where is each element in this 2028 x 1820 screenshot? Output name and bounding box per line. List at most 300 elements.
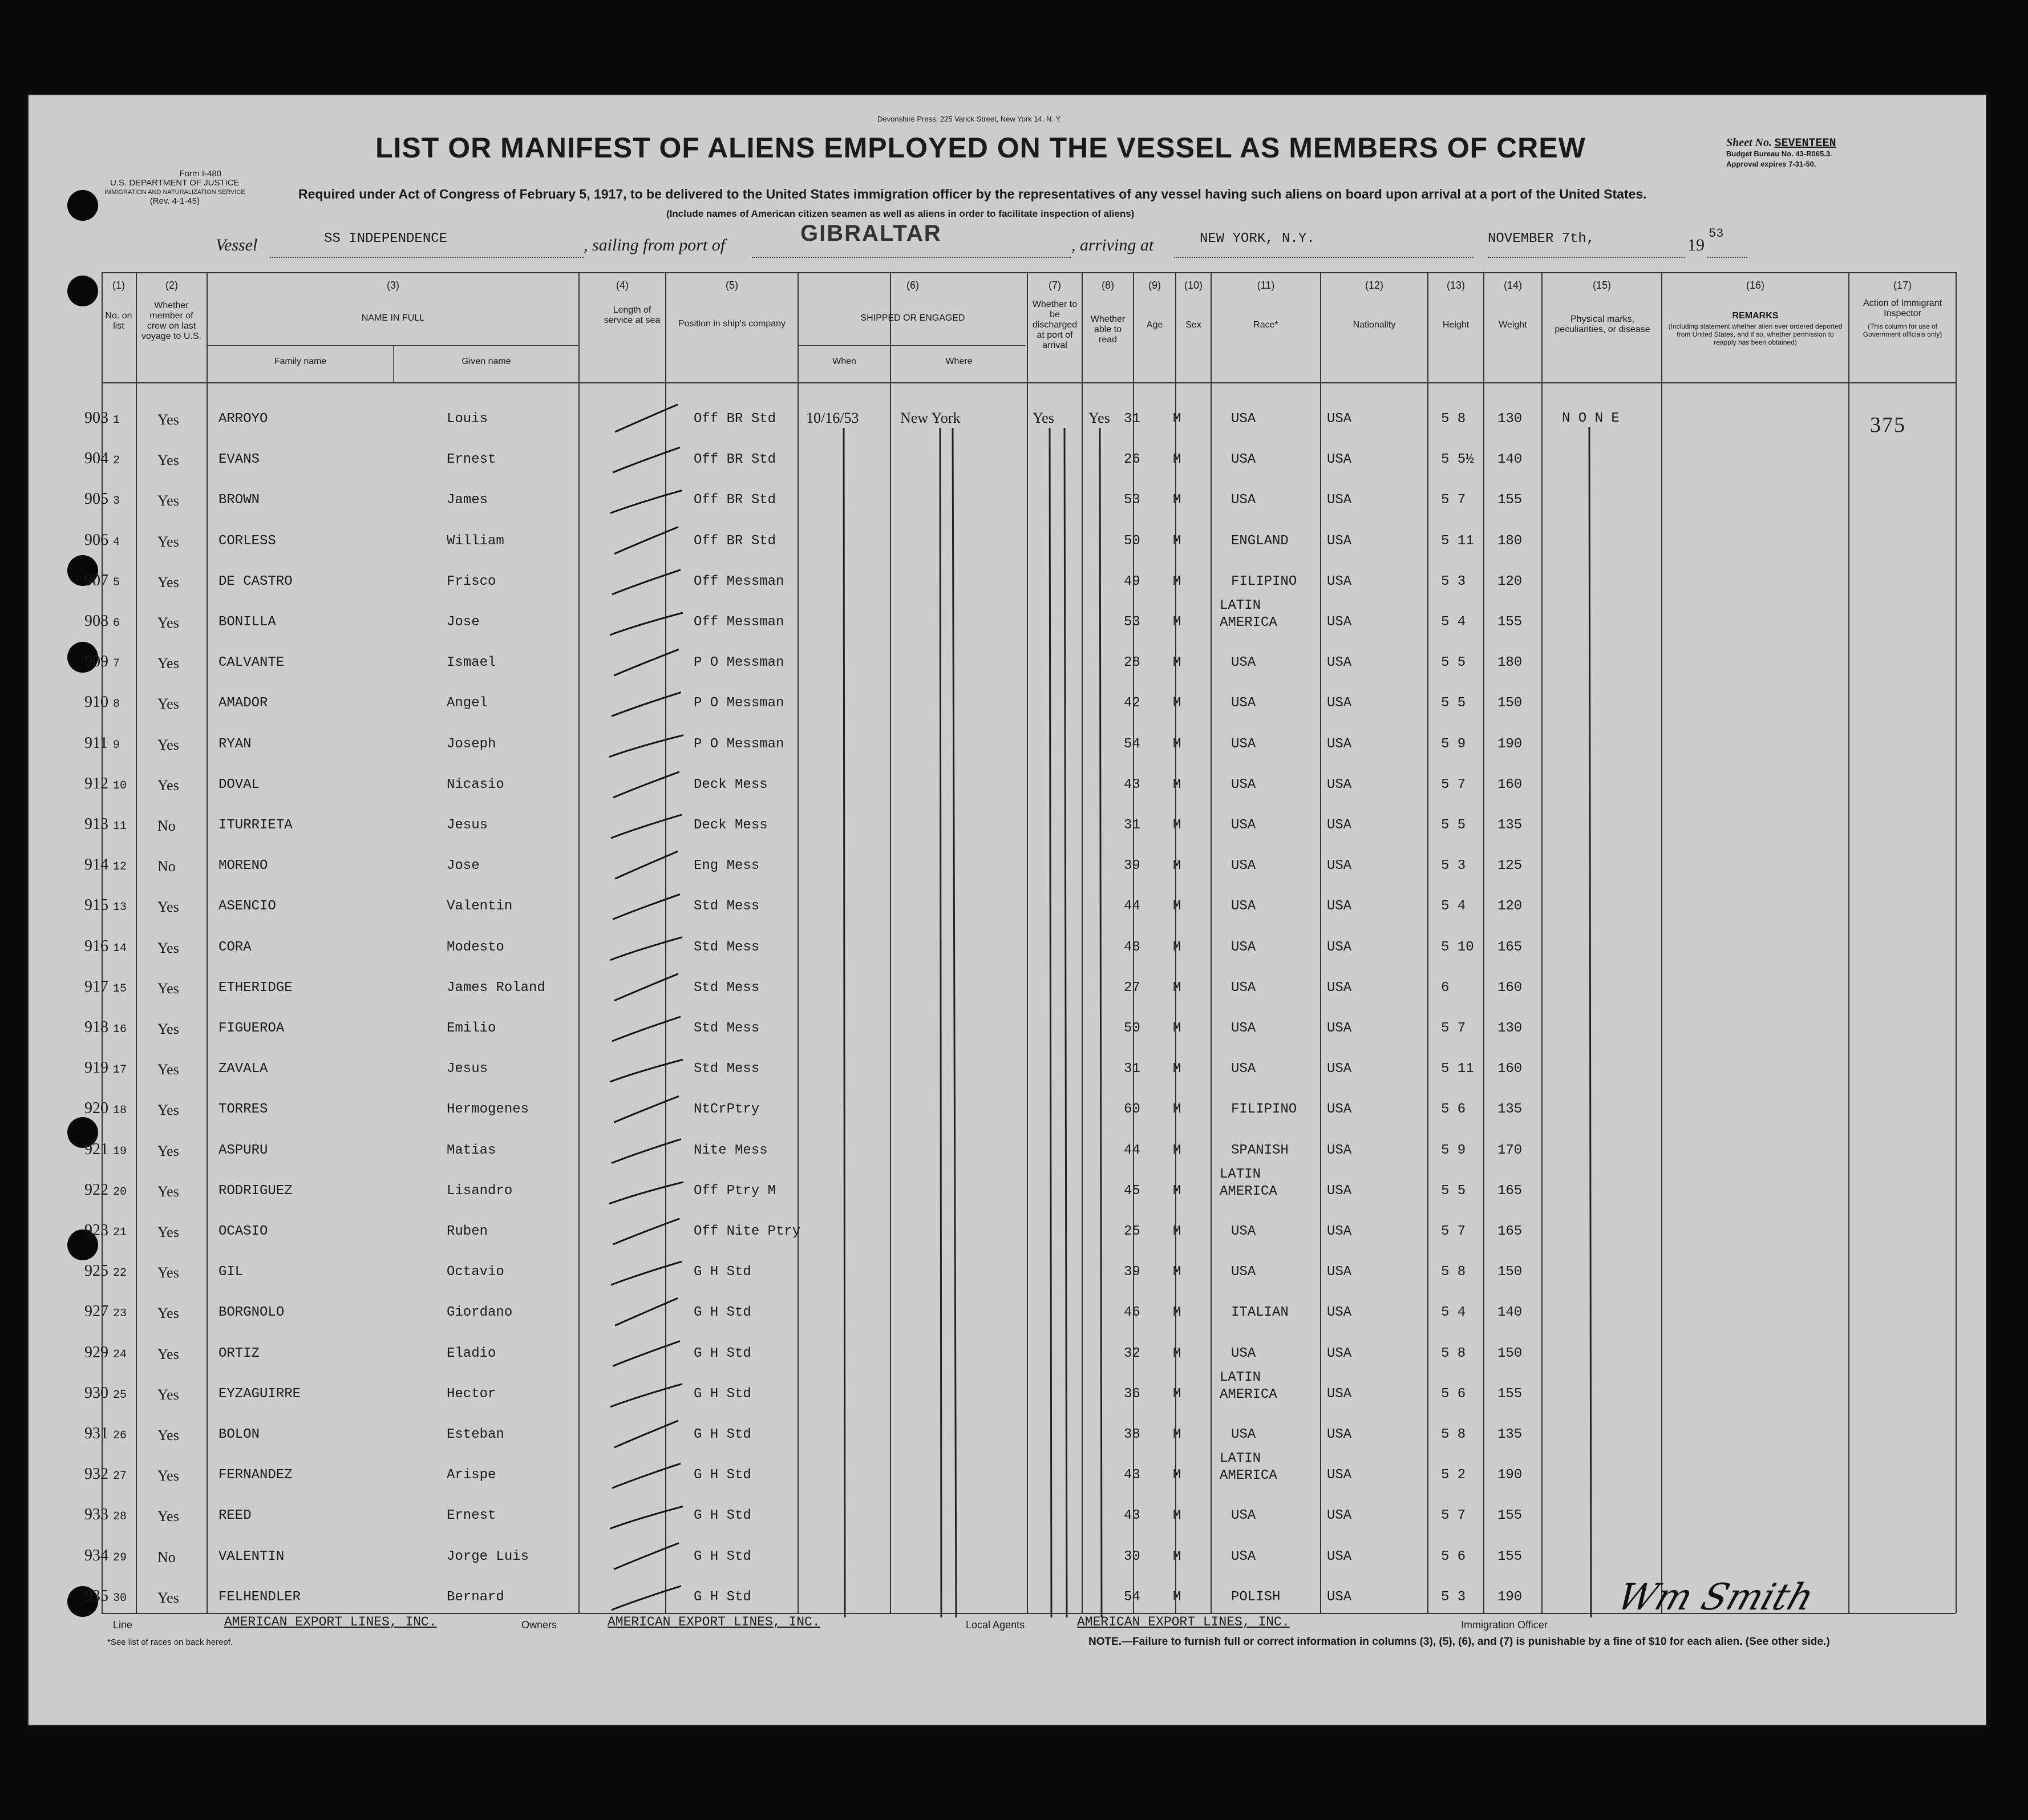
list-number: 20 <box>113 1185 127 1199</box>
list-number: 15 <box>113 982 127 996</box>
weight: 150 <box>1497 1264 1523 1280</box>
race: USA <box>1231 1021 1256 1036</box>
family-name: ITURRIETA <box>218 818 293 833</box>
family-name: ASENCIO <box>218 899 276 915</box>
age: 49 <box>1124 573 1140 589</box>
sex: M <box>1173 614 1181 630</box>
subtitle-note: (Include names of American citizen seamen as well as aliens in order to facilitate inspection of aliens) <box>666 208 1135 219</box>
nationality: USA <box>1327 1345 1352 1361</box>
given-name: Hermogenes <box>447 1102 529 1118</box>
col3-family-label: Family name <box>274 357 327 366</box>
nationality: USA <box>1327 1224 1352 1239</box>
race: USA <box>1231 411 1256 427</box>
position: Std Mess <box>694 980 760 996</box>
shipped-where: New York <box>900 410 961 426</box>
nationality: USA <box>1327 980 1352 996</box>
given-name: Ruben <box>447 1224 488 1239</box>
given-name: Angel <box>447 695 488 711</box>
age: 45 <box>1124 1183 1140 1199</box>
list-number: 9 <box>113 738 120 752</box>
col15-number: (15) <box>1592 280 1611 291</box>
list-number: 30 <box>113 1591 127 1605</box>
nationality: USA <box>1327 411 1352 427</box>
age: 31 <box>1124 818 1140 833</box>
line-label: Line <box>113 1619 133 1631</box>
handwritten-list-number: 917 <box>84 977 108 996</box>
list-number: 8 <box>113 698 120 711</box>
race: USA <box>1231 695 1256 711</box>
service-check-mark <box>611 815 682 838</box>
service-check-mark <box>611 1261 682 1285</box>
height: 5 6 <box>1441 1102 1466 1118</box>
nationality: USA <box>1327 1589 1352 1605</box>
weight: 150 <box>1497 1345 1523 1361</box>
family-name: ARROYO <box>218 411 268 427</box>
height: 5 5½ <box>1441 452 1474 468</box>
list-number: 18 <box>113 1104 127 1118</box>
sex: M <box>1173 776 1181 792</box>
col16-label: REMARKS <box>1732 311 1779 321</box>
position: P O Messman <box>694 695 784 711</box>
vessel-name: SS INDEPENDENCE <box>324 231 448 246</box>
given-name: Ismael <box>447 655 496 671</box>
handwritten-list-number: 919 <box>84 1059 108 1077</box>
last-voyage: Yes <box>157 1102 179 1119</box>
col7-label: Whether to be discharged at port of arrival <box>1032 300 1078 350</box>
family-name: GIL <box>218 1264 244 1280</box>
age: 54 <box>1124 1589 1140 1605</box>
sex: M <box>1173 1467 1181 1483</box>
height: 5 8 <box>1441 1427 1466 1442</box>
age: 25 <box>1124 1224 1140 1239</box>
position: Off Messman <box>694 573 784 589</box>
col9-number: (9) <box>1148 280 1161 291</box>
height: 5 4 <box>1441 1305 1466 1321</box>
nationality: USA <box>1327 899 1352 915</box>
weight: 155 <box>1497 492 1523 508</box>
weight: 155 <box>1497 1386 1523 1402</box>
handwritten-list-number: 933 <box>84 1506 108 1524</box>
height: 5 5 <box>1441 818 1466 833</box>
age: 60 <box>1124 1102 1140 1118</box>
weight: 135 <box>1497 818 1523 833</box>
given-name: Hector <box>447 1386 496 1402</box>
service-check-mark <box>614 1096 679 1122</box>
handwritten-list-number: 907 <box>84 571 108 589</box>
family-name: FERNANDEZ <box>218 1467 293 1483</box>
col1-number: (1) <box>112 280 125 291</box>
age: 26 <box>1124 452 1140 468</box>
age: 39 <box>1124 1264 1140 1280</box>
weight: 180 <box>1497 655 1523 671</box>
handwritten-list-number: 904 <box>84 450 108 468</box>
arrival-date: NOVEMBER 7th, <box>1488 231 1595 246</box>
nationality: USA <box>1327 452 1352 468</box>
height: 5 4 <box>1441 614 1466 630</box>
age: 27 <box>1124 980 1140 996</box>
age: 44 <box>1124 899 1140 915</box>
fine-note: NOTE.—Failure to furnish full or correct information in columns (3), (5), (6), and (7) is punishable by a fine of $10 for each alien. (See other side.) <box>1088 1636 1830 1648</box>
position: P O Messman <box>694 736 784 752</box>
age: 44 <box>1124 1142 1140 1158</box>
sex: M <box>1173 1345 1181 1361</box>
given-name: James <box>447 492 488 508</box>
race: USA <box>1231 818 1256 833</box>
service-check-mark <box>609 1182 683 1204</box>
col6-where-label: Where <box>945 357 973 366</box>
race: LATIN AMERICA <box>1220 598 1277 630</box>
approval-expiry: Approval expires 7-31-50. <box>1726 160 1816 168</box>
col12-label: Nationality <box>1353 320 1396 330</box>
weight: 190 <box>1497 1467 1523 1483</box>
race: USA <box>1231 1345 1256 1361</box>
col6-label: SHIPPED OR ENGAGED <box>860 313 965 323</box>
family-name: DOVAL <box>218 776 260 792</box>
race: USA <box>1231 1224 1256 1239</box>
last-voyage: Yes <box>157 736 179 753</box>
col1-label: No. on list <box>105 311 132 331</box>
nationality: USA <box>1327 1102 1352 1118</box>
given-name: Jose <box>447 858 480 874</box>
sex: M <box>1173 899 1181 915</box>
age: 43 <box>1124 1508 1140 1524</box>
discharged-value: Yes <box>1033 410 1054 426</box>
sex: M <box>1173 818 1181 833</box>
service-check-mark <box>615 851 678 879</box>
race: USA <box>1231 899 1256 915</box>
race: USA <box>1231 1061 1256 1077</box>
handwritten-list-number: 914 <box>84 856 108 874</box>
handwritten-list-number: 909 <box>84 653 108 671</box>
family-name: BOLON <box>218 1427 260 1442</box>
height: 5 7 <box>1441 1224 1466 1239</box>
service-check-mark <box>610 613 683 635</box>
nationality: USA <box>1327 939 1352 955</box>
list-number: 6 <box>113 617 120 630</box>
agents-label: Local Agents <box>966 1619 1025 1631</box>
handwritten-list-number: 903 <box>84 409 108 427</box>
position: Off Messman <box>694 614 784 630</box>
list-number: 28 <box>113 1510 127 1524</box>
weight: 190 <box>1497 1589 1523 1605</box>
height: 6 <box>1441 980 1450 996</box>
sex: M <box>1173 492 1181 508</box>
height: 5 5 <box>1441 1183 1466 1199</box>
handwritten-list-number: 931 <box>84 1425 108 1442</box>
weight: 165 <box>1497 939 1523 955</box>
given-name: Ernest <box>447 1508 496 1524</box>
nationality: USA <box>1327 776 1352 792</box>
sheet-number: SEVENTEEN <box>1774 137 1836 150</box>
position: G H Std <box>694 1589 751 1605</box>
col16-detail: (Including statement whether alien ever ordered deported from United States, and if so, whether permission to reapply has been obtained) <box>1668 322 1843 346</box>
age: 46 <box>1124 1305 1140 1321</box>
family-name: VALENTIN <box>218 1548 285 1564</box>
budget-bureau: Budget Bureau No. 43-R065.3. <box>1726 149 1832 158</box>
sex: M <box>1173 939 1181 955</box>
position: Std Mess <box>694 899 760 915</box>
last-voyage: Yes <box>157 1386 179 1403</box>
sex: M <box>1173 1021 1181 1036</box>
agents-value: AMERICAN EXPORT LINES, INC. <box>1077 1615 1290 1629</box>
handwritten-list-number: 908 <box>84 612 108 630</box>
family-name: MORENO <box>218 858 268 874</box>
service-check-mark <box>615 405 678 432</box>
given-name: Joseph <box>447 736 496 752</box>
family-name: CORLESS <box>218 533 276 549</box>
position: Eng Mess <box>694 858 760 874</box>
last-voyage: Yes <box>157 1183 179 1200</box>
service-check-mark <box>610 1384 682 1407</box>
service-check-mark <box>614 649 679 676</box>
family-name: BROWN <box>218 492 260 508</box>
service-check-mark <box>612 692 681 716</box>
family-name: FIGUEROA <box>218 1021 285 1036</box>
position: Std Mess <box>694 1061 760 1077</box>
physical-marks-value: N O N E <box>1562 411 1620 426</box>
sex: M <box>1173 736 1181 752</box>
list-number: 14 <box>113 941 127 955</box>
weight: 165 <box>1497 1183 1523 1199</box>
handwritten-list-number: 913 <box>84 815 108 833</box>
col13-label: Height <box>1442 320 1470 330</box>
list-number: 11 <box>113 820 127 833</box>
sex: M <box>1173 411 1181 427</box>
given-name: Valentin <box>447 899 513 915</box>
port-stamp: GIBRALTAR <box>800 221 942 246</box>
list-number: 22 <box>113 1267 127 1280</box>
handwritten-list-number: 910 <box>84 693 108 711</box>
col17-detail: (This column for use of Government officials only) <box>1863 322 1942 338</box>
shipped-when: 10/16/53 <box>806 410 859 426</box>
race: USA <box>1231 980 1256 996</box>
races-note: *See list of races on back hereof. <box>107 1637 233 1647</box>
race: USA <box>1231 776 1256 792</box>
sex: M <box>1173 1061 1181 1077</box>
last-voyage: Yes <box>157 614 179 631</box>
position: G H Std <box>694 1386 751 1402</box>
handwritten-list-number: 930 <box>84 1384 108 1402</box>
col4-label: Length of service at sea <box>604 305 661 325</box>
nationality: USA <box>1327 573 1352 589</box>
list-number: 10 <box>113 779 127 792</box>
inspector-signature: Wm Smith <box>1612 1576 1819 1619</box>
family-name: REED <box>218 1508 252 1524</box>
race: POLISH <box>1231 1589 1281 1605</box>
given-name: Bernard <box>447 1589 504 1605</box>
race: LATIN AMERICA <box>1220 1166 1277 1199</box>
height: 5 11 <box>1441 1061 1474 1077</box>
race: USA <box>1231 452 1256 468</box>
sex: M <box>1173 1548 1181 1564</box>
weight: 160 <box>1497 1061 1523 1077</box>
height: 5 7 <box>1441 1508 1466 1524</box>
given-name: Jesus <box>447 1061 488 1077</box>
list-number: 26 <box>113 1429 127 1442</box>
family-name: FELHENDLER <box>218 1589 301 1605</box>
vessel-label: Vessel <box>216 236 258 254</box>
form-number: Form I-480 <box>179 169 222 179</box>
age: 43 <box>1124 1467 1140 1483</box>
list-number: 16 <box>113 1023 127 1036</box>
race: USA <box>1231 1427 1256 1442</box>
weight: 155 <box>1497 1508 1523 1524</box>
sex: M <box>1173 655 1181 671</box>
col9-label: Age <box>1146 320 1163 330</box>
nationality: USA <box>1327 1264 1352 1280</box>
sex: M <box>1173 858 1181 874</box>
service-check-mark <box>610 490 682 513</box>
age: 48 <box>1124 939 1140 955</box>
given-name: Emilio <box>447 1021 496 1036</box>
inspector-number: 375 <box>1870 413 1906 437</box>
list-number: 17 <box>113 1063 127 1077</box>
family-name: ZAVALA <box>218 1061 268 1077</box>
list-number: 19 <box>113 1144 127 1158</box>
sex: M <box>1173 1589 1181 1605</box>
col2-label: Whether member of crew on last voyage to U.S. <box>141 301 201 341</box>
col13-number: (13) <box>1446 280 1465 291</box>
sex: M <box>1173 452 1181 468</box>
given-name: Modesto <box>447 939 504 955</box>
age: 43 <box>1124 776 1140 792</box>
sex: M <box>1173 1224 1181 1239</box>
form-rev: (Rev. 4-1-45) <box>149 196 200 206</box>
nationality: USA <box>1327 1386 1352 1402</box>
col3-number: (3) <box>387 280 399 291</box>
given-name: Jose <box>447 614 480 630</box>
position: G H Std <box>694 1305 751 1321</box>
age: 30 <box>1124 1548 1140 1564</box>
sex: M <box>1173 533 1181 549</box>
position: Off Nite Ptry <box>694 1224 801 1239</box>
last-voyage: Yes <box>157 1224 179 1240</box>
race: USA <box>1231 736 1256 752</box>
given-name: Ernest <box>447 452 496 468</box>
family-name: EVANS <box>218 452 260 468</box>
race: FILIPINO <box>1231 1102 1297 1118</box>
arriving-label: , arriving at <box>1071 236 1154 254</box>
position: Std Mess <box>694 1021 760 1036</box>
nationality: USA <box>1327 1508 1352 1524</box>
handwritten-list-number: 927 <box>84 1303 108 1321</box>
nationality: USA <box>1327 492 1352 508</box>
weight: 170 <box>1497 1142 1523 1158</box>
height: 5 3 <box>1441 858 1466 874</box>
height: 5 2 <box>1441 1467 1466 1483</box>
family-name: CORA <box>218 939 252 955</box>
weight: 150 <box>1497 695 1523 711</box>
nationality: USA <box>1327 1183 1352 1199</box>
handwritten-list-number: 925 <box>84 1262 108 1280</box>
col6-number: (6) <box>906 280 919 291</box>
sex: M <box>1173 1183 1181 1199</box>
col16-number: (16) <box>1746 280 1764 291</box>
col11-number: (11) <box>1257 280 1275 291</box>
family-name: TORRES <box>218 1102 268 1118</box>
col5-number: (5) <box>726 280 738 291</box>
height: 5 8 <box>1441 1345 1466 1361</box>
sheet-label: Sheet No. <box>1726 136 1772 149</box>
age: 32 <box>1124 1345 1140 1361</box>
last-voyage: Yes <box>157 573 179 591</box>
race: LATIN AMERICA <box>1220 1451 1277 1484</box>
race: USA <box>1231 858 1256 874</box>
nationality: USA <box>1327 1427 1352 1442</box>
age: 53 <box>1124 492 1140 508</box>
list-number: 29 <box>113 1551 127 1564</box>
weight: 140 <box>1497 1305 1523 1321</box>
family-name: DE CASTRO <box>218 573 293 589</box>
handwritten-list-number: 905 <box>84 490 108 508</box>
last-voyage: Yes <box>157 1589 179 1606</box>
service-check-mark <box>612 1463 681 1488</box>
height: 5 7 <box>1441 1021 1466 1036</box>
col14-label: Weight <box>1499 320 1527 330</box>
height: 5 3 <box>1441 573 1466 589</box>
subtitle: Required under Act of Congress of February 5, 1917, to be delivered to the United States immigration officer by the representatives of any vessel having such aliens on board upon arrival at a port of the United States. <box>298 187 1647 201</box>
last-voyage: Yes <box>157 1021 179 1037</box>
nationality: USA <box>1327 655 1352 671</box>
height: 5 8 <box>1441 1264 1466 1280</box>
race: SPANISH <box>1231 1142 1289 1158</box>
officer-label: Immigration Officer <box>1461 1619 1548 1631</box>
age: 31 <box>1124 411 1140 427</box>
nationality: USA <box>1327 818 1352 833</box>
list-number: 2 <box>113 454 120 468</box>
given-name: Lisandro <box>447 1183 513 1199</box>
position: G H Std <box>694 1467 751 1483</box>
last-voyage: Yes <box>157 1061 179 1078</box>
list-number: 24 <box>113 1348 127 1361</box>
last-voyage: Yes <box>157 1508 179 1525</box>
nationality: USA <box>1327 1305 1352 1321</box>
line-value: AMERICAN EXPORT LINES, INC. <box>224 1615 437 1629</box>
col12-number: (12) <box>1365 280 1383 291</box>
service-check-mark <box>610 937 682 960</box>
given-name: James Roland <box>447 980 545 996</box>
nationality: USA <box>1327 1021 1352 1036</box>
col14-number: (14) <box>1503 280 1522 291</box>
col3-label: NAME IN FULL <box>361 313 425 323</box>
height: 5 4 <box>1441 899 1466 915</box>
age: 38 <box>1124 1427 1140 1442</box>
family-name: ORTIZ <box>218 1345 260 1361</box>
given-name: William <box>447 533 504 549</box>
given-name: Esteban <box>447 1427 504 1442</box>
list-number: 1 <box>113 414 120 427</box>
handwritten-list-number: 932 <box>84 1465 108 1483</box>
family-name: AMADOR <box>218 695 268 711</box>
age: 50 <box>1124 533 1140 549</box>
weight: 130 <box>1497 411 1523 427</box>
given-name: Giordano <box>447 1305 513 1321</box>
position: Deck Mess <box>694 776 768 792</box>
family-name: RYAN <box>218 736 252 752</box>
col4-number: (4) <box>616 280 629 291</box>
age: 36 <box>1124 1386 1140 1402</box>
service-length-marks <box>27 94 1987 1726</box>
family-name: RODRIGUEZ <box>218 1183 293 1199</box>
last-voyage: Yes <box>157 980 179 997</box>
col17-label: Action of Immigrant Inspector <box>1863 298 1942 318</box>
service-check-mark <box>612 1139 681 1163</box>
year-prefix: 19 <box>1687 236 1705 254</box>
nationality: USA <box>1327 533 1352 549</box>
given-name: Arispe <box>447 1467 496 1483</box>
age: 50 <box>1124 1021 1140 1036</box>
nationality: USA <box>1327 736 1352 752</box>
